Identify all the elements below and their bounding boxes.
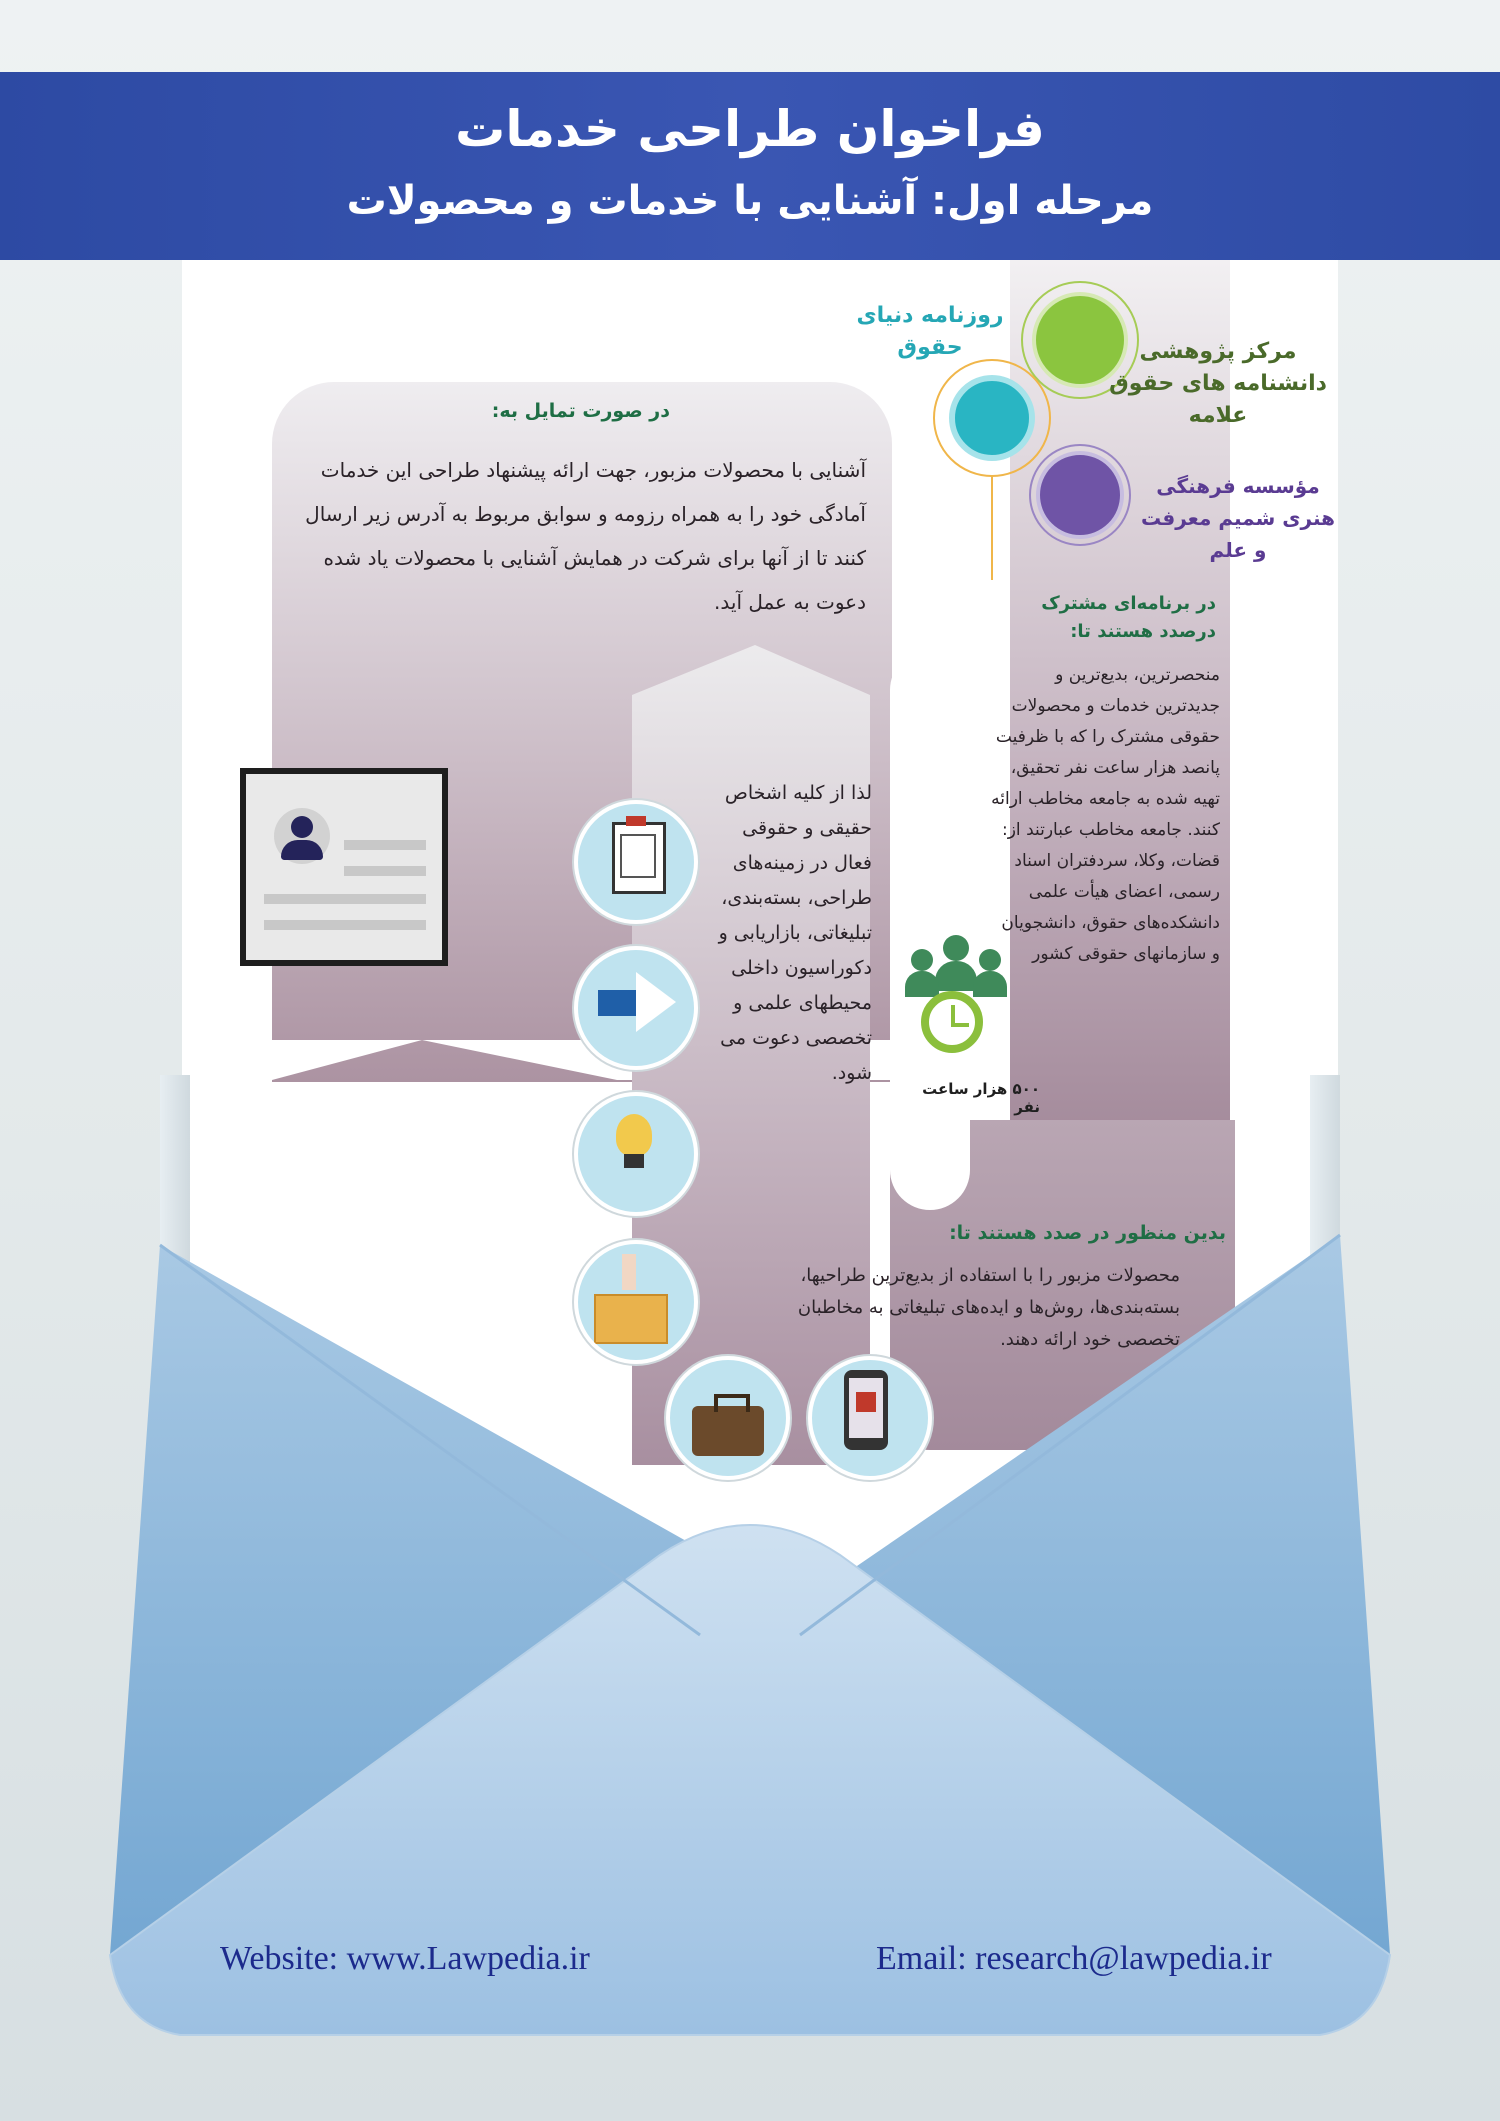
website-link[interactable]: Website: www.Lawpedia.ir: [220, 1940, 590, 1977]
right-panel-body: منحصرترین، بدیع‌ترین و جدیدترین خدمات و محصولات حقوقی مشترک را که با ظرفیت پانصد هزار ساعت نفر تحقیق، تهیه شده به جامعه مخاطب ارائه کنند. جامعه مخاطب عبارتند از: قضات، وکلا، سردفتران اسناد رسمی، اعضای هیأت علمی دانشکده‌های حقوق، دانشجویان و سازمانهای حقوقی کشور: [991, 665, 1220, 964]
org-newspaper: روزنامه دنیای حقوق: [856, 303, 1004, 360]
page-title: فراخوان طراحی خدمات: [455, 100, 1045, 158]
org-cultural-institute: مؤسسه فرهنگی هنری شمیم معرفت و علم: [1140, 474, 1336, 562]
stat-label: ۵۰۰ هزار ساعت نفر: [922, 1080, 1040, 1116]
left-panel-body: آشنایی با محصولات مزبور، جهت ارائه پیشنهاد طراحی این خدمات آمادگی خود را به همراه رزومه و سوابق مربوط به آدرس زیر ارسال کنند تا از آنها برای شرکت در همایش آشنایی با محصولات یاد شده دعوت به عمل آید.: [305, 458, 866, 614]
bottom-panel-heading: بدین منظور در صدد هستند تا:: [949, 1222, 1226, 1244]
right-panel-heading: در برنامه‌ای مشترک درصدد هستند تا:: [1041, 593, 1216, 642]
email-link[interactable]: Email: research@lawpedia.ir: [876, 1940, 1272, 1977]
bottom-panel-body: محصولات مزبور را با استفاده از بدیع‌ترین طراحیها، بسته‌بندی‌ها، روش‌ها و ایده‌های تبلیغاتی به مخاطبان تخصصی خود ارائه دهند.: [797, 1265, 1180, 1350]
blueprint-icon: [574, 800, 698, 924]
megaphone-icon: [574, 946, 698, 1070]
middle-panel-body: لذا از کلیه اشخاص حقیقی و حقوقی فعال در زمینه‌های طراحی، بسته‌بندی، تبلیغاتی، بازاریابی و دکوراسیون داخلی محیطهای علمی و تخصصی دعوت می شود.: [718, 782, 872, 1084]
header-banner: [0, 72, 1500, 260]
left-panel-heading: در صورت تمایل به:: [491, 400, 670, 422]
page-subtitle: مرحله اول: آشنایی با خدمات و محصولات: [346, 178, 1154, 224]
org-research-center: مرکز پژوهشی دانشنامه های حقوق علامه: [1109, 339, 1327, 428]
resume-card-icon: [240, 768, 448, 966]
people-clock-icon: [905, 935, 1015, 1065]
